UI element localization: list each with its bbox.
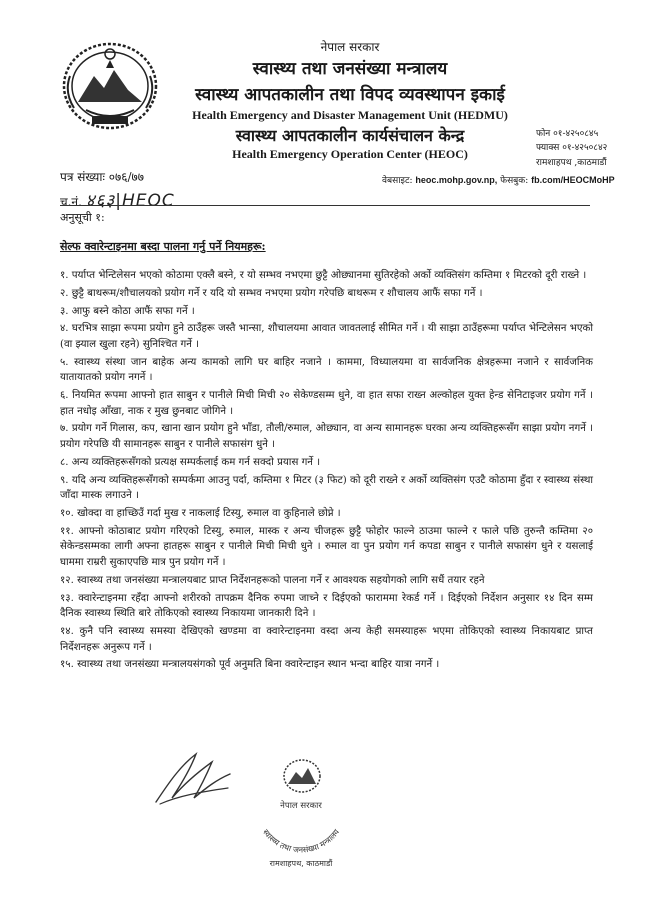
rule-item: ८. अन्य व्यक्तिहरूसँगको प्रत्यक्ष सम्पर्कलाई कम गर्न सक्दो प्रयास गर्ने । [60, 456, 321, 468]
rule-item: ९. यदि अन्य व्यक्तिहरूसँगको सम्पर्कमा आउनु पर्दा, कम्तिमा १ मिटर (३ फिट) को दूरी राख्ने र अर्को व्यक्तिसंग एउटै कोठामा हुँदा र स्वास्थ्य संस्था जाँदा मास्क लगाउने । [60, 474, 593, 502]
letter-number-value: ०७६/७७ [108, 170, 144, 184]
facebook-label: फेसबुक: [500, 176, 529, 186]
signature-icon [150, 744, 236, 808]
rule-item: १०. खोक्दा वा हाच्छिउँ गर्दा मुख र नाकलाई टिस्यु, रुमाल वा कुहिनाले छोप्ने । [60, 508, 341, 519]
rule-item: ७. प्रयोग गर्ने गिलास, कप, खाना खान प्रयोग हुने भाँडा, तौली/रुमाल, ओछ्यान, वा अन्य सामानहरू घरका अन्य व्यक्तिहरूसँग साझा प्रयोग नगर्ने । प्रयोग गरेपछि यी सामानहरू साबुन र पानीले सफासंग धुने । [60, 423, 593, 451]
center-name-np: स्वास्थ्य आपतकालीन कार्यसंचालन केन्द्र [235, 126, 465, 145]
official-seal-icon [236, 754, 366, 874]
annex-label: अनुसूची १: [60, 211, 105, 224]
web-links [382, 173, 615, 186]
letter-number [60, 168, 144, 185]
seal-ministry: स्वास्थ्य तथा जनसंख्या मन्त्रालय [260, 827, 342, 855]
phone-number: फोन ०१-४२५०८४५ [536, 129, 599, 139]
unit-name-en: Health Emergency and Disaster Management Unit (HEDMU) [192, 108, 508, 122]
document-title: सेल्फ क्वारेन्टाइनमा बस्दा पालना गर्नु पर्ने नियमहरू: [60, 240, 266, 253]
center-name-en: Health Emergency Operation Center (HEOC) [232, 147, 468, 161]
rule-item: १२. स्वास्थ्य तथा जनसंख्या मन्त्रालयबाट प्राप्त निर्देशनहरूको पालना गर्ने र आवश्यक सहयोगको लागि सधैं तयार रहने [60, 574, 485, 586]
dispatch-number-label: च.नं. [60, 195, 82, 209]
rules-list [60, 268, 593, 675]
rule-item: १. पर्याप्त भेन्टिलेसन भएको कोठामा एक्लै बस्ने, र यो सम्भव नभएमा छुट्टै ओछ्यानमा सुतिरहेको अर्को व्यक्तिसंग कम्तिमा १ मिटरको दूरी राख्ने । [60, 270, 587, 281]
rule-item: १३. क्वारेन्टाइनमा रहँदा आफ्नो शरीरको तापक्रम दैनिक रुपमा जाच्ने र दिईएको फाराममा रेकर्ड गर्ने । दिईएको निर्देशन अनुसार १४ दिन सम्म दैनिक स्वास्थ्य स्थिति बारे तोकिएको स्वास्थ्य निकायमा जानकारी दिने । [60, 592, 593, 620]
dispatch-number [60, 188, 175, 211]
rule-item: ६. नियमित रूपमा आफ्नो हात साबुन र पानीले मिची मिची २० सेकेण्डसम्म धुने, वा हात सफा राख्न अल्कोहल युक्त हेन्ड सेनिटाइजर प्रयोग गर्ने । हात नधोइ आँखा, नाक र मुख छुनबाट जोगिने । [60, 390, 593, 417]
unit-name-np: स्वास्थ्य आपतकालीन तथा विपद व्यवस्थापन इकाई [195, 85, 505, 105]
fax-number: फ्याक्स ०१-४२५०८४२ [536, 143, 608, 153]
letter-number-label: पत्र संख्याः [60, 170, 105, 184]
rule-item: ३. आफु बस्ने कोठा आफैं सफा गर्ने । [60, 305, 195, 317]
rule-item: ११. आफ्नो कोठाबाट प्रयोग गरिएको टिस्यु, रुमाल, मास्क र अन्य चीजहरू छुट्टै फोहोर फाल्ने ठाउमा फाल्ने र फाले पछि तुरुन्तै कम्तिमा २० सेकेन्डसम्मका लागी अफ्ना हातहरू साबुन र पानीले मिची मिची धुने । रुमाल वा पुन प्रयोग गर्न कपडा साबुन र पानीले सफासंग धुने र यसलाई घाममा राम्ररी सुकाएपछि मात्र पुन प्रयोग गर्ने । [60, 525, 593, 568]
rule-item: २. छुट्टै बाथरूम/शौचालयको प्रयोग गर्ने र यदि यो सम्भव नभएमा प्रयोग गरेपछि बाथरूम र शौचालय आफैं सफा गर्ने । [60, 287, 483, 299]
rule-item: ५. स्वास्थ्य संस्था जान बाहेक अन्य कामको लागि घर बाहिर नजाने । काममा, विध्यालयमा वा सार्वजनिक क्षेत्रहरूमा नजाने र सार्वजनिक यातायातको प्रयोग नगर्ने । [60, 356, 593, 384]
seal-address: रामशाहपथ, काठमाडौं [269, 859, 333, 868]
rule-item: ४. घरभित्र साझा रूपमा प्रयोग हुने ठाउँहरू जस्तै भान्सा, शौचालयमा आवात जावतलाई सीमित गर्ने । यी साझा ठाउँहरूमा पर्याप्त भेन्टिलेसन भएको (वा झ्याल खुला रहने) सुनिश्चित गर्ने । [60, 323, 593, 350]
website-link[interactable]: heoc.mohp.gov.np, [415, 175, 498, 185]
dispatch-number-value: ४६३|HEOC [85, 191, 175, 211]
website-label: वेबसाइट: [382, 176, 413, 186]
facebook-link[interactable]: fb.com/HEOCMoHP [531, 175, 615, 185]
ministry-name: स्वास्थ्य तथा जनसंख्या मन्त्रालय [252, 59, 448, 79]
seal-government: नेपाल सरकार [280, 801, 322, 811]
office-address: रामशाहपथ ,काठमाडौं [536, 158, 607, 168]
header-divider [60, 205, 590, 206]
government-name: नेपाल सरकार [320, 40, 380, 54]
rule-item: १५. स्वास्थ्य तथा जनसंख्या मन्त्रालयसंगको पूर्व अनुमति बिना क्वारेन्टाइन स्थान भन्दा बाहिर यात्रा नगर्ने । [60, 659, 440, 671]
seal-ministry-arc [261, 827, 341, 854]
rule-item: १४. कुनै पनि स्वास्थ्य समस्या देखिएको खण्डमा वा क्वारेन्टाइनमा वस्दा अन्य केही समस्याहरू भएमा तोकिएको स्वास्थ्य निकायबाट प्राप्त निर्देशनहरू अनुरूप गर्ने । [60, 625, 593, 653]
